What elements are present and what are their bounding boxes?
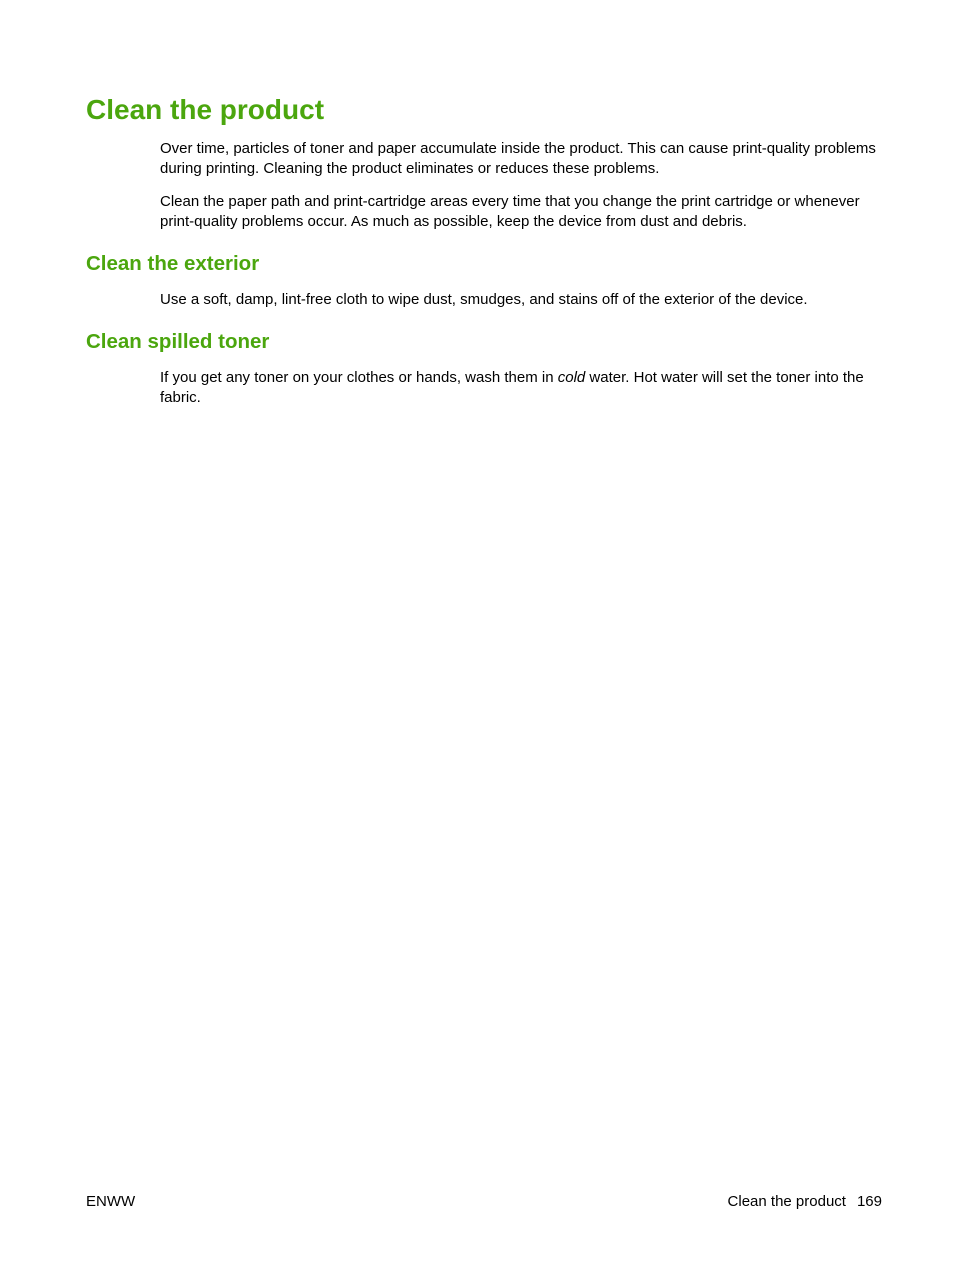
- toner-text-end: water. Hot water will set the toner into the fabric.: [160, 369, 864, 406]
- intro-paragraph-2: Clean the paper path and print-cartridge areas every time that you change the print cartridge or whenever print-quality problems occur. As much as possible, keep the device from dust and debris.: [160, 193, 860, 230]
- intro-paragraph-1: Over time, particles of toner and paper accumulate inside the product. This can cause print-quality problems during printing. Cleaning the product eliminates or reduces these problems.: [160, 140, 876, 177]
- footer-chapter-label: Clean the product: [727, 1193, 846, 1210]
- section-heading-clean-spilled-toner: Clean spilled toner: [86, 330, 270, 353]
- section-body-clean-exterior: Use a soft, damp, lint-free cloth to wipe dust, smudges, and stains off of the exterior of the device.: [160, 291, 808, 308]
- section-heading-clean-exterior: Clean the exterior: [86, 252, 260, 275]
- footer-page-info: [728, 1192, 882, 1212]
- toner-text-start: If you get any toner on your clothes or hands, wash them in: [160, 369, 558, 386]
- section-body-clean-spilled-toner: [160, 368, 885, 407]
- footer-page-number: 169: [856, 1193, 882, 1210]
- footer-publication-code: ENWW: [86, 1193, 136, 1210]
- page-title: Clean the product: [86, 94, 325, 125]
- toner-text-emphasis: cold: [557, 369, 586, 386]
